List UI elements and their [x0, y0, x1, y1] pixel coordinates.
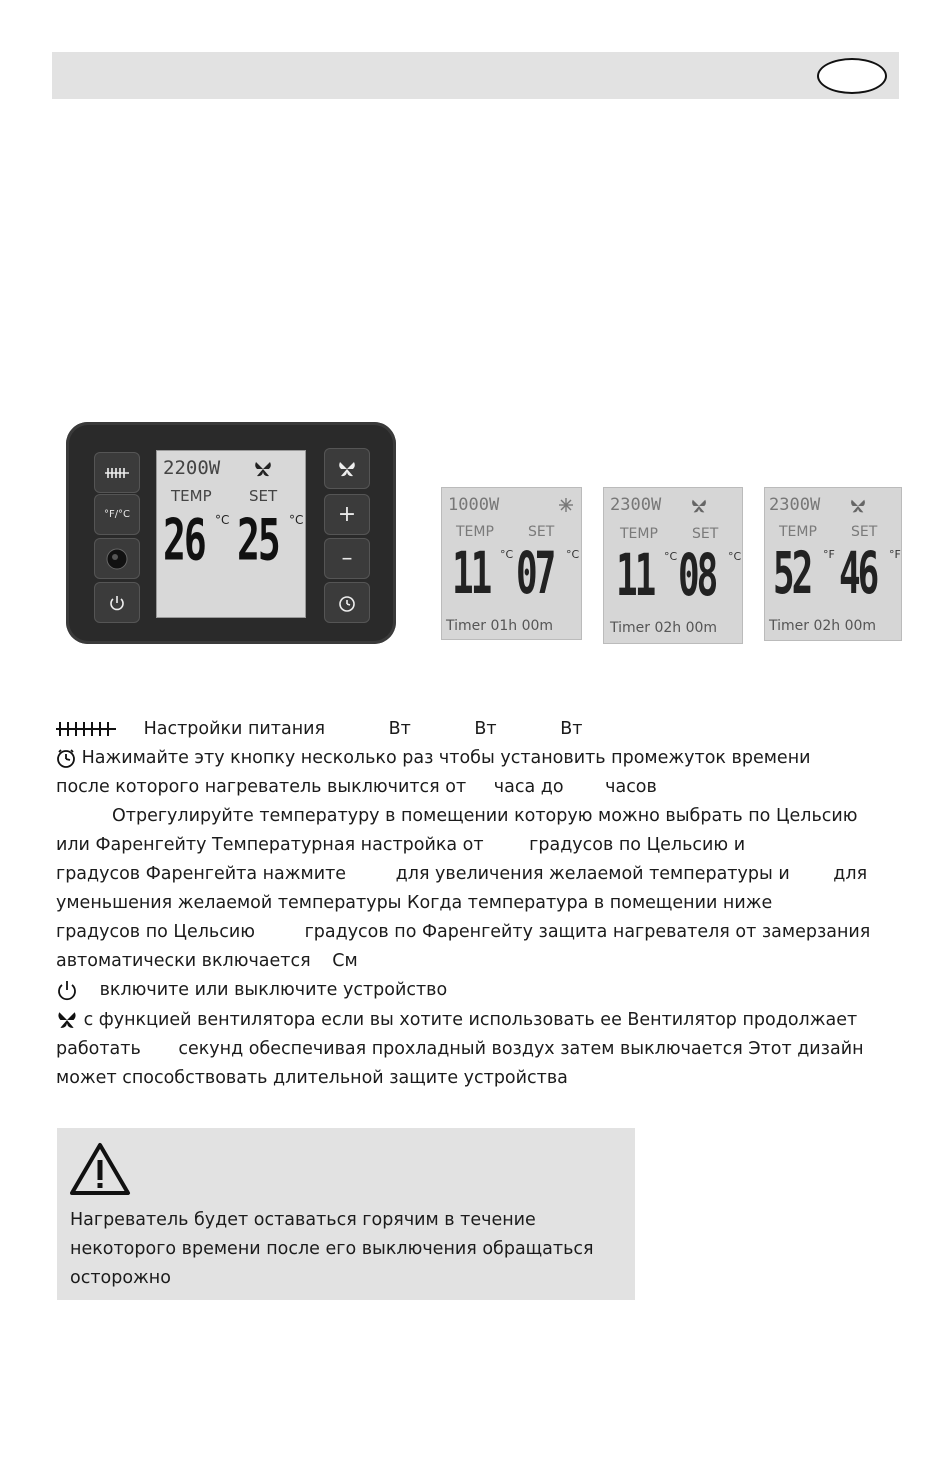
warning-triangle-icon — [69, 1142, 131, 1196]
wattage-readout: 2300W — [769, 495, 821, 515]
current-temp-unit: °F — [823, 548, 835, 561]
power-button[interactable] — [94, 582, 140, 623]
watt-unit: Вт — [560, 719, 583, 739]
plus-button[interactable]: + — [324, 494, 370, 535]
control-panel — [66, 422, 396, 644]
set-temp: 46 — [839, 542, 877, 608]
set-temp-unit: °F — [889, 548, 901, 561]
temp-label: TEMP — [620, 526, 658, 542]
fan-line-1: с функцией вентилятора если вы хотите использовать ее Вентилятор продолжает — [56, 1006, 857, 1035]
current-temp-unit: °C — [215, 513, 230, 527]
dial-knob[interactable] — [94, 538, 140, 579]
timer-button[interactable] — [324, 582, 370, 623]
warning-text: Нагреватель будет оставаться горячим в течение некоторого времени после его выключения обращаться осторожно — [70, 1210, 594, 1288]
heating-element-icon — [56, 721, 116, 737]
temp-label: TEMP — [779, 524, 817, 540]
current-temp: 26 — [163, 507, 205, 573]
set-temp: 25 — [237, 507, 279, 573]
temp-line-1: Отрегулируйте температуру в помещении которую можно выбрать по Цельсию — [112, 806, 858, 826]
power-settings-label: Настройки питания — [143, 719, 326, 739]
set-temp: 08 — [678, 544, 716, 610]
current-temp: 52 — [773, 542, 811, 608]
unit-toggle-button[interactable]: °F/°C — [94, 494, 140, 535]
set-temp-unit: °C — [566, 548, 580, 561]
timer-readout: Timer 02h 00m — [769, 618, 877, 634]
snowflake-icon — [558, 497, 574, 513]
power-button-line: включите или выключите устройство — [56, 976, 447, 1005]
fan-icon — [690, 498, 708, 514]
timer-line-2: после которого нагреватель выключится от часа до часов — [56, 777, 657, 797]
watt-unit: Вт — [388, 719, 411, 739]
knob-icon — [105, 547, 129, 571]
fan-icon — [849, 498, 867, 514]
clock-icon — [56, 748, 76, 768]
temp-line-2: или Фаренгейту Температурная настройка от градусов по Цельсию и — [56, 835, 746, 855]
temp-label: TEMP — [171, 487, 212, 505]
current-temp: 11 — [452, 542, 490, 608]
heating-element-icon — [104, 467, 130, 479]
wattage-readout: 1000W — [448, 495, 500, 515]
set-label: SET — [528, 524, 555, 540]
current-temp-unit: °C — [664, 550, 678, 563]
temp-line-5: градусов по Цельсию градусов по Фаренгейту защита нагревателя от замерзания — [56, 922, 871, 942]
temp-line-3: градусов Фаренгейта нажмите для увеличения желаемой температуры и для — [56, 864, 868, 884]
current-temp-unit: °C — [500, 548, 514, 561]
wattage-readout: 2300W — [610, 495, 662, 515]
timer-readout: Timer 02h 00m — [610, 620, 718, 636]
language-badge — [817, 58, 887, 94]
set-temp-unit: °C — [728, 550, 742, 563]
set-temp-unit: °C — [289, 513, 304, 527]
display-example-3 — [764, 487, 902, 641]
watt-unit: Вт — [474, 719, 497, 739]
temp-label: TEMP — [456, 524, 494, 540]
clock-icon — [338, 594, 356, 612]
power-settings-line — [56, 715, 582, 744]
set-temp: 07 — [516, 542, 554, 608]
fan-line-2: работать секунд обеспечивая прохладный воздух затем выключается Этот дизайн — [56, 1039, 864, 1059]
fan-icon — [56, 1010, 78, 1030]
set-label: SET — [249, 487, 278, 505]
panel-lcd-screen — [156, 450, 306, 618]
timer-readout: Timer 01h 00m — [446, 618, 554, 634]
fan-line-3: может способствовать длительной защите устройства — [56, 1068, 568, 1088]
power-levels-button[interactable] — [94, 452, 140, 493]
wattage-readout: 2200W — [163, 457, 221, 479]
display-example-2 — [603, 487, 743, 644]
set-label: SET — [851, 524, 878, 540]
minus-button[interactable]: – — [324, 538, 370, 579]
power-icon — [56, 979, 78, 1001]
display-example-1 — [441, 487, 582, 640]
fan-icon — [253, 460, 273, 478]
power-icon — [108, 594, 126, 612]
timer-line-1: Нажимайте эту кнопку несколько раз чтобы установить промежуток времени — [56, 744, 811, 773]
set-label: SET — [692, 526, 719, 542]
warning-box — [57, 1128, 635, 1300]
temp-line-6: автоматически включается См — [56, 951, 358, 971]
current-temp: 11 — [616, 544, 654, 610]
fan-icon — [337, 460, 357, 478]
temp-line-4: уменьшения желаемой температуры Когда температура в помещении ниже — [56, 893, 773, 913]
fan-button[interactable] — [324, 448, 370, 489]
header-bar — [52, 52, 899, 99]
